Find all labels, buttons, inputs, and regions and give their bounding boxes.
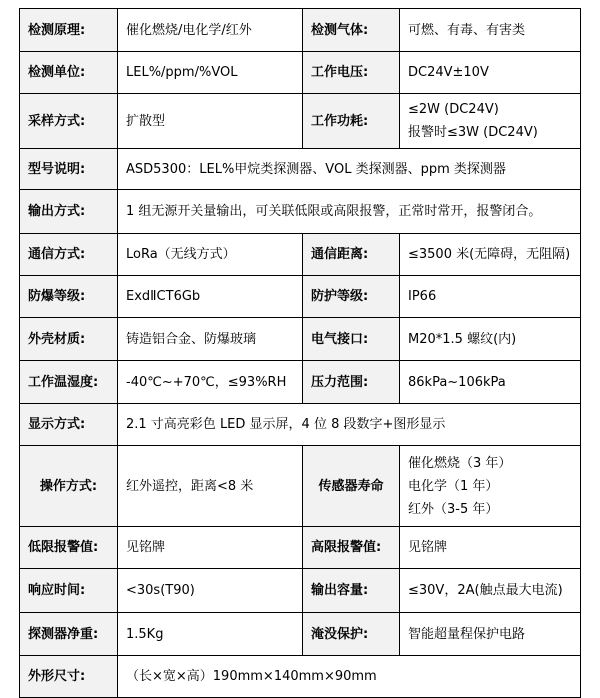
- operation-mode-label: 操作方式:: [20, 446, 118, 527]
- table-row: [20, 190, 581, 234]
- power-consumption-alarm: 报警时≤3W (DC24V): [408, 125, 538, 140]
- detection-unit-label: 检测单位:: [20, 52, 118, 94]
- table-row: [20, 361, 581, 404]
- table-row: [20, 94, 581, 149]
- table-row: [20, 527, 581, 569]
- detected-gas-value: 可燃、有毒、有害类: [400, 9, 581, 52]
- table-row: [20, 149, 581, 190]
- protection-grade-label: 防护等级:: [303, 276, 400, 318]
- output-mode-value: 1 组无源开关量输出，可关联低限或高限报警，正常时常开，报警闭合。: [118, 190, 581, 234]
- detection-principle-value: 催化燃烧/电化学/红外: [118, 9, 303, 52]
- spec-table: [19, 8, 581, 698]
- housing-material-label: 外壳材质:: [20, 318, 118, 361]
- explosion-proof-grade-value: ExdⅡCT6Gb: [118, 276, 303, 318]
- flood-protection-value: 智能超量程保护电路: [400, 613, 581, 656]
- communication-distance-value: ≤3500 米(无障碍，无阻隔): [400, 234, 581, 276]
- net-weight-label: 探测器净重:: [20, 613, 118, 656]
- pressure-range-value: 86kPa~106kPa: [400, 361, 581, 404]
- table-row: [20, 446, 581, 527]
- table-row: [20, 613, 581, 656]
- sensor-lifespan-label: 传感器寿命: [303, 446, 400, 527]
- table-row: [20, 234, 581, 276]
- output-capacity-value: ≤30V，2A(触点最大电流): [400, 569, 581, 613]
- sampling-method-value: 扩散型: [118, 94, 303, 149]
- dimensions-value: （长×宽×高）190mm×140mm×90mm: [118, 656, 581, 698]
- high-alarm-label: 高限报警值:: [303, 527, 400, 569]
- dimensions-label: 外形尺寸:: [20, 656, 118, 698]
- high-alarm-value: 见铭牌: [400, 527, 581, 569]
- sampling-method-label: 采样方式:: [20, 94, 118, 149]
- net-weight-value: 1.5Kg: [118, 613, 303, 656]
- model-description-label: 型号说明:: [20, 149, 118, 190]
- table-row: [20, 569, 581, 613]
- sensor-lifespan-value: [400, 446, 581, 527]
- communication-mode-label: 通信方式:: [20, 234, 118, 276]
- power-consumption-value: [400, 94, 581, 149]
- output-capacity-label: 输出容量:: [303, 569, 400, 613]
- power-consumption-normal: ≤2W (DC24V): [408, 102, 499, 117]
- table-row: [20, 276, 581, 318]
- table-row: [20, 656, 581, 698]
- housing-material-value: 铸造铝合金、防爆玻璃: [118, 318, 303, 361]
- detection-unit-value: LEL%/ppm/%VOL: [118, 52, 303, 94]
- electrical-interface-label: 电气接口:: [303, 318, 400, 361]
- sensor-lifespan-electrochemical: 电化学（1 年）: [408, 478, 499, 494]
- display-mode-value: 2.1 寸高亮彩色 LED 显示屏，4 位 8 段数字+图形显示: [118, 404, 581, 446]
- low-alarm-value: 见铭牌: [118, 527, 303, 569]
- table-row: [20, 9, 581, 52]
- response-time-value: <30s(T90): [118, 569, 303, 613]
- detection-principle-label: 检测原理:: [20, 9, 118, 52]
- sensor-lifespan-catalytic: 催化燃烧（3 年）: [408, 455, 512, 471]
- display-mode-label: 显示方式:: [20, 404, 118, 446]
- communication-mode-value: LoRa（无线方式）: [118, 234, 303, 276]
- protection-grade-value: IP66: [400, 276, 581, 318]
- sensor-lifespan-infrared: 红外（3-5 年）: [408, 501, 499, 517]
- model-description-value: ASD5300：LEL%甲烷类探测器、VOL 类探测器、ppm 类探测器: [118, 149, 581, 190]
- operating-voltage-label: 工作电压:: [303, 52, 400, 94]
- table-row: [20, 404, 581, 446]
- table-row: [20, 318, 581, 361]
- table-row: [20, 52, 581, 94]
- output-mode-label: 输出方式:: [20, 190, 118, 234]
- explosion-proof-grade-label: 防爆等级:: [20, 276, 118, 318]
- operating-temp-humidity-value: -40℃~+70℃，≤93%RH: [118, 361, 303, 404]
- electrical-interface-value: M20*1.5 螺纹(内): [400, 318, 581, 361]
- communication-distance-label: 通信距离:: [303, 234, 400, 276]
- operation-mode-value: 红外遥控，距离<8 米: [118, 446, 303, 527]
- operating-voltage-value: DC24V±10V: [400, 52, 581, 94]
- pressure-range-label: 压力范围:: [303, 361, 400, 404]
- low-alarm-label: 低限报警值:: [20, 527, 118, 569]
- detected-gas-label: 检测气体:: [303, 9, 400, 52]
- response-time-label: 响应时间:: [20, 569, 118, 613]
- power-consumption-label: 工作功耗:: [303, 94, 400, 149]
- flood-protection-label: 淹没保护:: [303, 613, 400, 656]
- operating-temp-humidity-label: 工作温湿度:: [20, 361, 118, 404]
